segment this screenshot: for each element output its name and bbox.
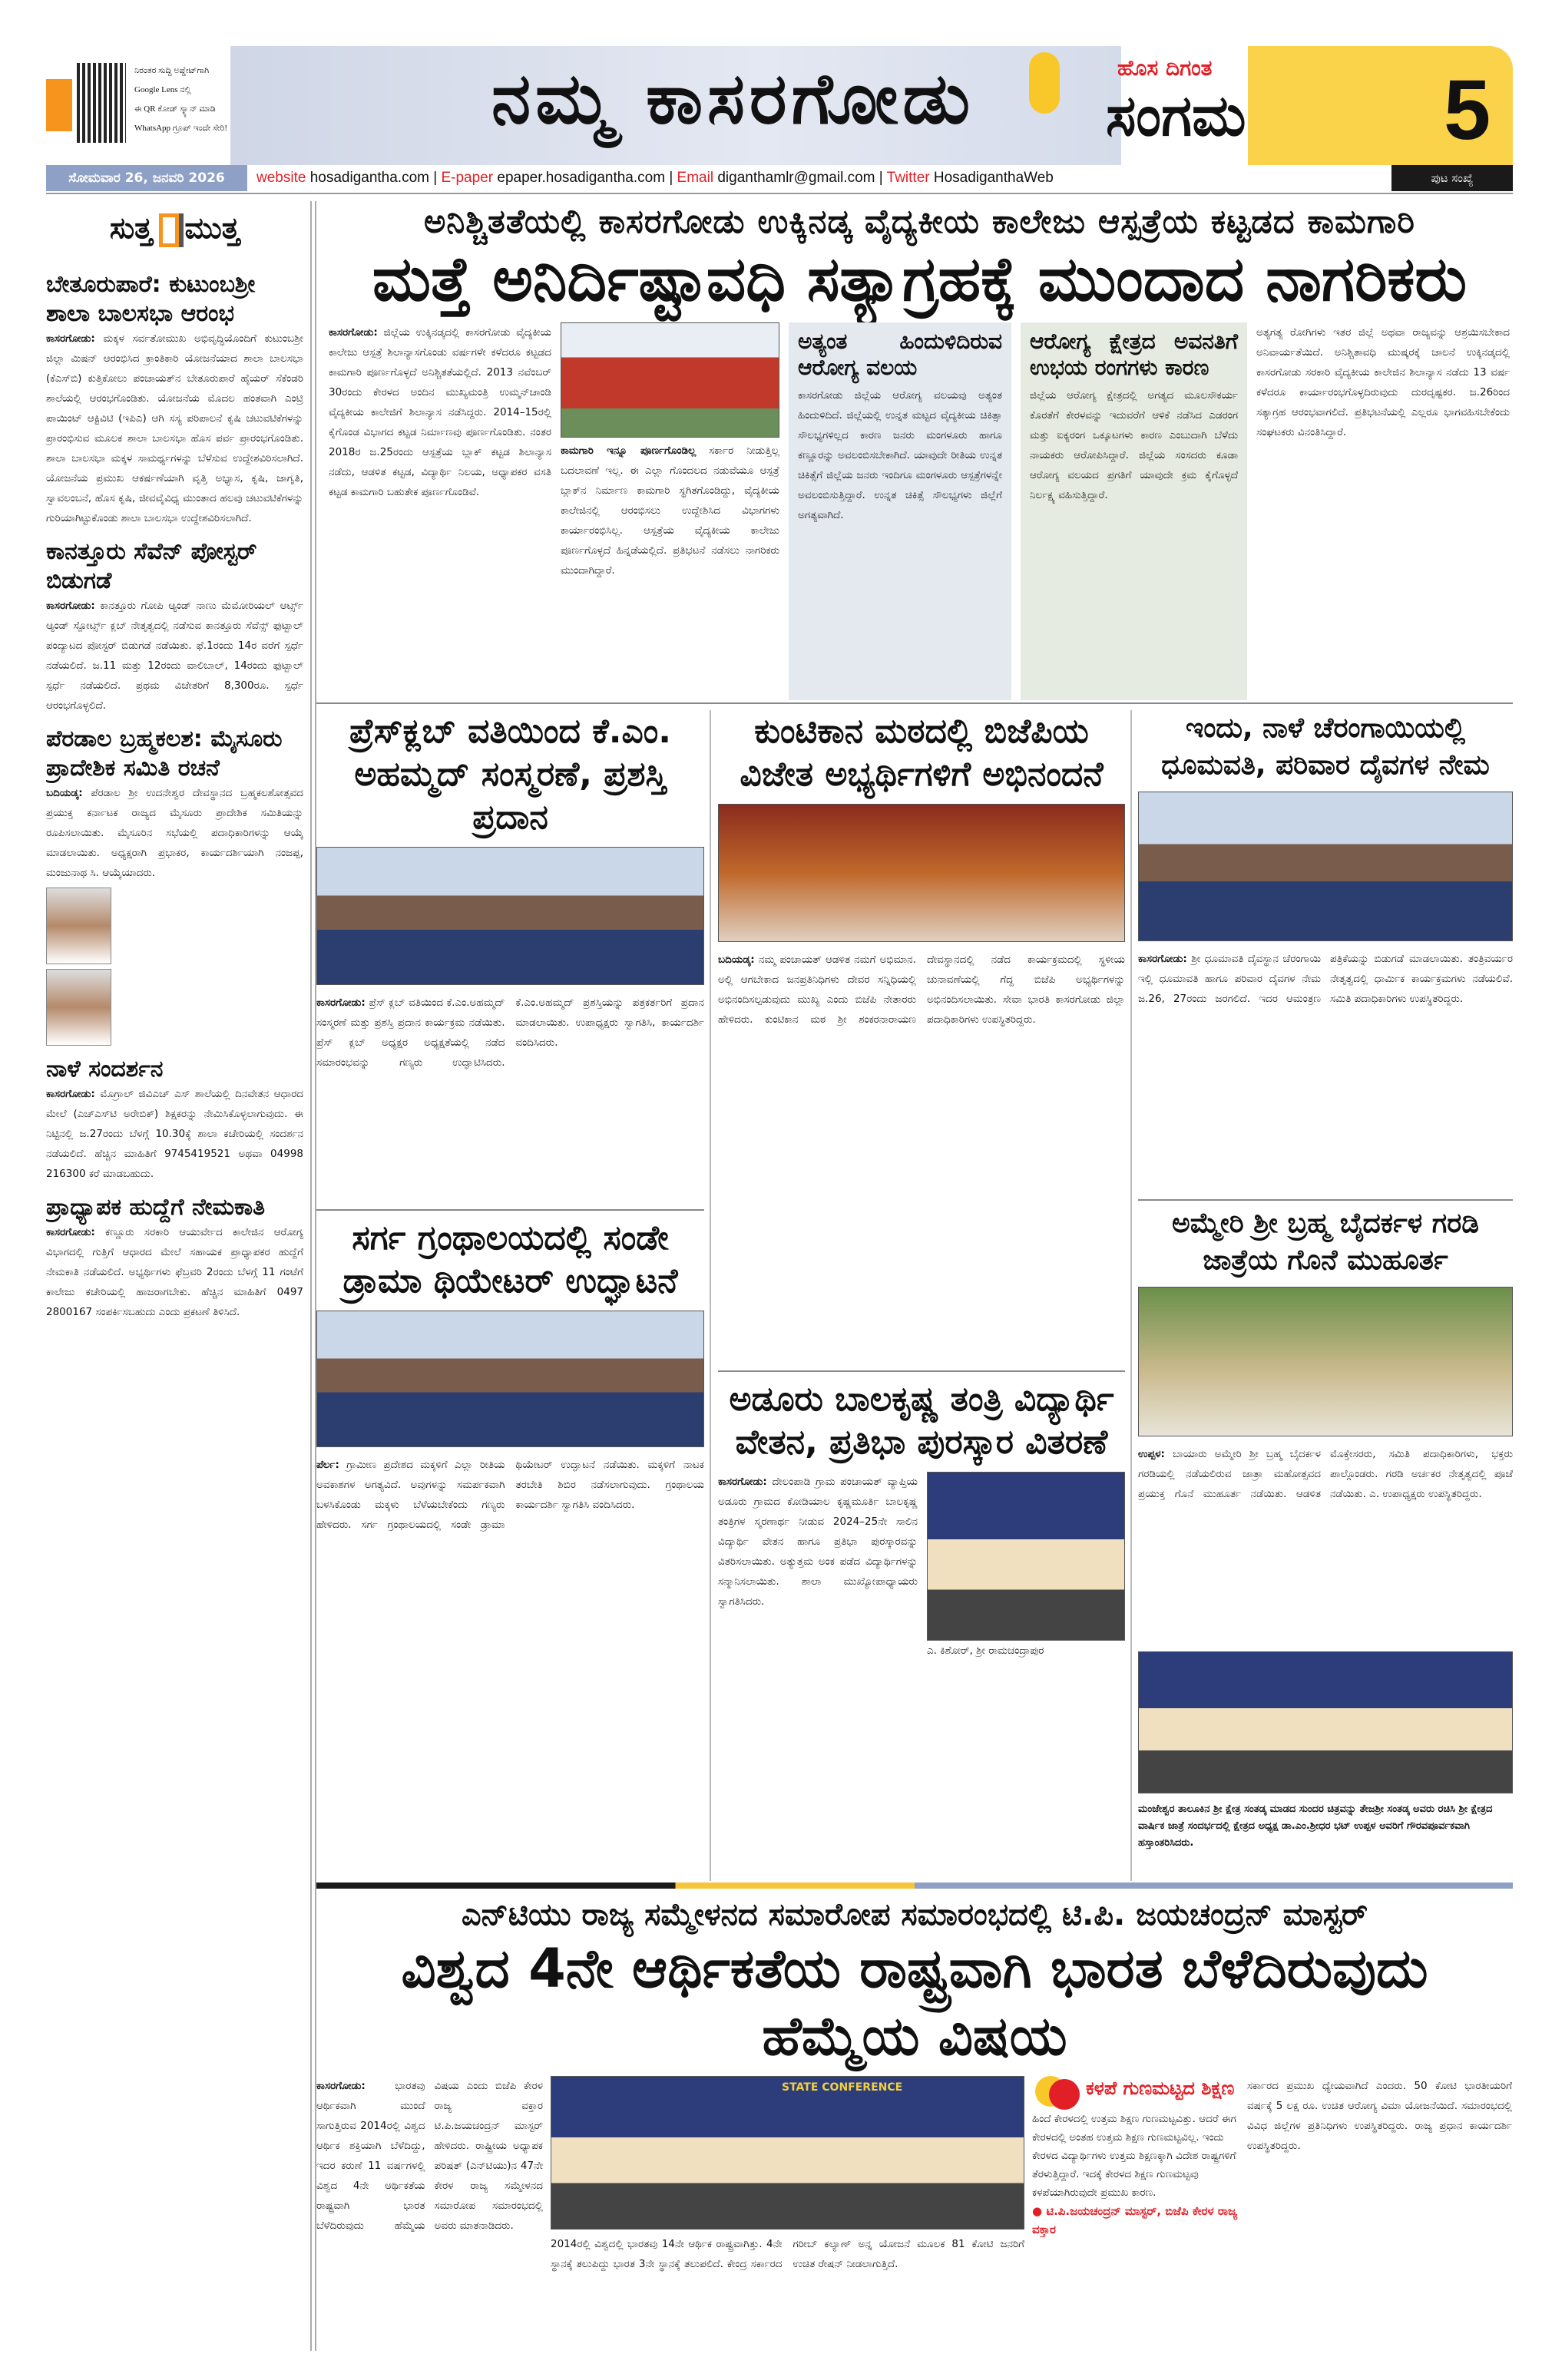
section-title: ಸಂಗಮ [1106, 83, 1246, 149]
article [46, 1055, 303, 1184]
body-text: ಬಾಯಾರು ಅಮ್ಮೇರಿ ಶ್ರೀ ಬ್ರಹ್ಮ ಬೈದರ್ಕಳ ಗರಡಿಯಲ್ಲಿ ನಡೆಯಲಿರುವ ಜಾತ್ರಾ ಮಹೋತ್ಸವದ ಪ್ರಯುಕ್ತ ಗೊನೆ ಮುಹೂರ್ತ ನಡೆಯಿತು. ಆಡಳಿತ ಮೊಕ್ತೇಸರರು, ಸಮಿತಿ ಪದಾಧಿಕಾರಿಗಳು, ಭಕ್ತರು ಪಾಲ್ಗೊಂಡರು. ಗರಡಿ ಅರ್ಚಕರ ನೇತೃತ್ವದಲ್ಲಿ ಪೂಜೆ ನಡೆಯಿತು. ಎ. ಉಪಾಧ್ಯಕ್ಷರು ಉಪಸ್ಥಿತರಿದ್ದರು. [1138, 1448, 1513, 1500]
body-text: 2014ರಲ್ಲಿ ವಿಶ್ವದಲ್ಲಿ ಭಾರತವು 14ನೇ ಆರ್ಥಿಕ ರಾಷ್ಟ್ರವಾಗಿತ್ತು. 4ನೇ ಸ್ಥಾನಕ್ಕೆ ತಲುಪಿದ್ದು ಭಾರತ 3ನೇ ಸ್ಥಾನಕ್ಕೆ ತಲುಪಲಿದೆ. ಕೇಂದ್ರ ಸರ್ಕಾರದ ಗರೀಬ್ ಕಲ್ಯಾಣ್ ಅನ್ನ ಯೋಜನೆ ಮೂಲಕ 81 ಕೋಟಿ ಜನರಿಗೆ ಉಚಿತ ರೇಷನ್ ನೀಡಲಾಗುತ್ತಿದೆ. [551, 2238, 1024, 2270]
body-text: ನಮ್ಮ ಪಂಚಾಯತ್ ಆಡಳಿತ ನಮಗೆ ಅಭಿಮಾನ. ಅಲ್ಲಿ ಆಗಬೇಕಾದ ಜನಪ್ರತಿನಿಧಿಗಳು ದೇವರ ಸನ್ನಿಧಿಯಲ್ಲಿ ಅಭಿನಂದಿಸಲ್ಪಡುವುದು ಮುಖ್ಯ ಎಂದು ಬಿಜೆಪಿ ನೇತಾರರು ಹೇಳಿದರು. ಕುಂಟಿಕಾನ ಮಠ ಶ್ರೀ ಶಂಕರನಾರಾಯಣ ದೇವಸ್ಥಾನದಲ್ಲಿ ನಡೆದ ಕಾರ್ಯಕ್ರಮದಲ್ಲಿ ಸ್ಥಳೀಯ ಚುನಾವಣೆಯಲ್ಲಿ ಗೆದ್ದ ಬಿಜೆಪಿ ಅಭ್ಯರ್ಥಿಗಳನ್ನು ಅಭಿನಂದಿಸಲಾಯಿತು. ಸೇವಾ ಭಾರತಿ ಕಾಸರಗೋಡು ಜಿಲ್ಲಾ ಪದಾಧಿಕಾರಿಗಳು ಉಪಸ್ಥಿತರಿದ್ದರು. [718, 954, 1125, 1026]
article-body [46, 1222, 303, 1322]
qr-line: ನಿರಂತರ ಸುದ್ದಿ ಅಪ್ಡೇಟ್‌ಗಾಗಿ [134, 66, 210, 75]
article-body [46, 1084, 303, 1184]
qr-line: Google Lens ನಲ್ಲಿ [134, 85, 191, 94]
article-headline: ನಾಳೆ ಸಂದರ್ಶನ [46, 1055, 164, 1083]
divider [1138, 1199, 1513, 1201]
painting-handover-photo [1138, 1651, 1513, 1793]
email-link[interactable]: diganthamlr@gmail.com [717, 170, 875, 186]
body-text: ಪ್ರೆಸ್ ಕ್ಲಬ್ ವತಿಯಿಂದ ಕೆ.ಎಂ.ಅಹಮ್ಮದ್ ಸಂಸ್ಮರಣೆ ಮತ್ತು ಪ್ರಶಸ್ತಿ ಪ್ರದಾನ ಕಾರ್ಯಕ್ರಮ ನಡೆಯಿತು. ಪ್ರೆಸ್ ಕ್ಲಬ್ ಅಧ್ಯಕ್ಷರ ಅಧ್ಯಕ್ಷತೆಯಲ್ಲಿ ನಡೆದ ಸಮಾರಂಭವನ್ನು ಗಣ್ಯರು ಉದ್ಘಾಟಿಸಿದರು. ಕೆ.ಎಂ.ಅಹಮ್ಮದ್ ಪ್ರಶಸ್ತಿಯನ್ನು ಪತ್ರಕರ್ತರಿಗೆ ಪ್ರದಾನ ಮಾಡಲಾಯಿತು. ಉಪಾಧ್ಯಕ್ಷರು ಸ್ವಾಗತಿಸಿ, ಕಾರ್ಯದರ್ಶಿ ವಂದಿಸಿದರು. [316, 997, 704, 1069]
temple-ritual-photo [1138, 1287, 1513, 1436]
lead-headline: ಮತ್ತೆ ಅನಿರ್ದಿಷ್ಟಾವಧಿ ಸತ್ಯಾಗ್ರಹಕ್ಕೆ ಮುಂದಾದ ನಾಗರಿಕರು [372, 243, 1468, 315]
door-icon [159, 213, 179, 247]
lead-columns [323, 322, 1517, 700]
sun-decoration [1029, 52, 1060, 114]
body-text: ದೇಲಂಪಾಡಿ ಗ್ರಾಮ ಪಂಚಾಯತ್ ವ್ಯಾಪ್ತಿಯ ಅಡೂರು ಗ್ರಾಮದ ಕೋಡಿಯಾಲ ಕೃಷ್ಣಮೂರ್ತಿ ಬಾಲಕೃಷ್ಣ ತಂತ್ರಿಗಳ ಸ್ಮರಣಾರ್ಥ ನೀಡುವ 2024–25ನೇ ಸಾಲಿನ ವಿದ್ಯಾರ್ಥಿ ವೇತನ ಹಾಗೂ ಪ್ರತಿಭಾ ಪುರಸ್ಕಾರವನ್ನು ವಿತರಿಸಲಾಯಿತು. ಅತ್ಯುತ್ತಮ ಅಂಕ ಪಡೆದ ವಿದ್ಯಾರ್ಥಿಗಳನ್ನು ಸನ್ಮಾನಿಸಲಾಯಿತು. ಶಾಲಾ ಮುಖ್ಯೋಪಾಧ್ಯಾಯರು ಸ್ವಾಗತಿಸಿದರು. [718, 1476, 918, 1608]
divider [46, 193, 1513, 194]
article [46, 537, 303, 716]
dateline: ಕಾಸರಗೋಡು: [46, 1225, 95, 1238]
page-label: ಪುಟ ಸಂಖ್ಯೆ [1391, 165, 1513, 191]
qr-instructions [134, 61, 242, 138]
qr-line: ಈ QR ಕೋಡ್ ಸ್ಕ್ಯಾನ್ ಮಾಡಿ [134, 104, 216, 114]
bottom-columns [316, 2076, 1513, 2372]
body-text: ಪೆರಡಾಲ ಶ್ರೀ ಉದನೇಶ್ವರ ದೇವಸ್ಥಾನದ ಬ್ರಹ್ಮಕಲಶೋತ್ಸವದ ಪ್ರಯುಕ್ತ ಕರ್ನಾಟಕ ರಾಜ್ಯದ ಮೈಸೂರು ಪ್ರಾದೇಶಿಕ ಸಮಿತಿಯನ್ನು ರೂಪಿಸಲಾಯಿತು. ಮೈಸೂರಿನ ಸಭೆಯಲ್ಲಿ ಪದಾಧಿಕಾರಿಗಳನ್ನು ಆಯ್ಕೆ ಮಾಡಲಾಯಿತು. ಅಧ್ಯಕ್ಷರಾಗಿ ಪ್ರಭಾಕರ, ಕಾರ್ಯದರ್ಶಿಯಾಗಿ ನಂಜಪ್ಪ, ಮಂಜುನಾಥ ಸಿ. ಆಯ್ಕೆಯಾದರು. [46, 786, 303, 879]
article-headline: ಕಾನತ್ತೂರು ಸೆವೆನ್ ಪೋಸ್ಟರ್ ಬಿಡುಗಡೆ [46, 537, 257, 594]
bottom-story [316, 1895, 1513, 2372]
body-text: ಭಾರತವು ಆರ್ಥಿಕವಾಗಿ ಮುಂದೆ ಸಾಗುತ್ತಿರುವ 2014ರಲ್ಲಿ ವಿಶ್ವದ ಆರ್ಥಿಕ ಶಕ್ತಿಯಾಗಿ ಬೆಳೆದಿದ್ದು, ಇದರ ಕರುಣೆ 11 ವರ್ಷಗಳಲ್ಲಿ ವಿಶ್ವದ 4ನೇ ಆರ್ಥಿಕತೆಯ ರಾಷ್ಟ್ರವಾಗಿ ಭಾರತ ಬೆಳೆದಿರುವುದು ಹೆಮ್ಮೆಯ ವಿಷಯ ಎಂದು ಬಿಜೆಪಿ ಕೇರಳ ರಾಜ್ಯ ವಕ್ತಾರ ಟಿ.ಪಿ.ಜಯಚಂದ್ರನ್ ಮಾಸ್ಟರ್ ಹೇಳಿದರು. ರಾಷ್ಟ್ರೀಯ ಅಧ್ಯಾಪಕ ಪರಿಷತ್ (ಎನ್‌ಟಿಯು)ನ 47ನೇ ಕೇರಳ ರಾಜ್ಯ ಸಮ್ಮೇಳನದ ಸಮಾರೋಪ ಸಮಾರಂಭದಲ್ಲಿ ಅವರು ಮಾತನಾಡಿದರು. [316, 2080, 543, 2232]
article-body [46, 783, 303, 883]
epaper-link[interactable]: epaper.hosadigantha.com [497, 170, 666, 186]
twitter-link[interactable]: HosadiganthaWeb [933, 170, 1054, 186]
link-label: Email [677, 170, 714, 186]
author-name: ಟಿ.ಪಿ.ಜಯಚಂದ್ರನ್ ಮಾಸ್ಟರ್, ಬಿಜೆಪಿ ಕೇರಳ ರಾಜ್ಯ ವಕ್ತಾರ [1032, 2204, 1238, 2236]
column-divider [710, 710, 711, 1881]
dateline: ಉಪ್ಪಳ: [1138, 1448, 1165, 1460]
article-headline: ಅಡೂರು ಬಾಲಕೃಷ್ಣ ತಂತ್ರಿ ವಿದ್ಯಾರ್ಥಿ ವೇತನ, ಪ್ರತಿಭಾ ಪುರಸ್ಕಾರ ವಿತರಣೆ [729, 1380, 1114, 1462]
dateline: ಕಾಸರಗೋಡು: [718, 1476, 767, 1488]
divider [316, 702, 1513, 704]
dateline: ಕಾಸರಗೋಡು: [329, 326, 378, 339]
article-body [46, 596, 303, 716]
dateline: ಕಾಸರಗೋಡು: [316, 997, 366, 1009]
dateline: ಕಾಸರಗೋಡು: [1138, 953, 1187, 965]
invitation-release-photo [1138, 792, 1513, 941]
orange-accent [46, 79, 72, 131]
article-headline: ಇಂದು, ನಾಳೆ ಚೆರಂಗಾಯಿಯಲ್ಲಿ ಧೂಮವತಿ, ಪರಿವಾರ ದೈವಗಳ ನೇಮ [1161, 712, 1490, 781]
felicitation-photo [718, 804, 1125, 942]
photo-banner-text: STATE CONFERENCE [782, 2081, 903, 2094]
drama-theatre-photo [316, 1311, 704, 1447]
photo-caption: ಎ. ಕಿಶೋರ್, ಶ್ರೀ ರಾಮಚಂದ್ರಾಪುರ [927, 1645, 1044, 1657]
body-text: ಕಣ್ಣೂರು ಸರಕಾರಿ ಆಯುರ್ವೇದ ಕಾಲೇಜಿನ ಆರೋಗ್ಯ ವಿಭಾಗದಲ್ಲಿ ಗುತ್ತಿಗೆ ಆಧಾರದ ಮೇಲೆ ಸಹಾಯಕ ಪ್ರಾಧ್ಯಾಪಕರ ಹುದ್ದೆಗೆ ನೇಮಕಾತಿ ನಡೆಯಲಿದೆ. ಅಭ್ಯರ್ಥಿಗಳು ಫೆಬ್ರವರಿ 2ರಂದು ಬೆಳಗ್ಗೆ 11 ಗಂಟೆಗೆ ಕಾಲೇಜು ಕಚೇರಿಯಲ್ಲಿ ಹಾಜರಾಗಬೇಕು. ಹೆಚ್ಚಿನ ಮಾಹಿತಿಗೆ 0497 2800167 ಸಂಪರ್ಕಿಸಬಹುದು ಎಂದು ಪ್ರಕಟಣೆ ತಿಳಿಸಿದೆ. [46, 1225, 303, 1318]
quote-icon [1049, 2079, 1080, 2110]
article-headline: ಕುಂಟಿಕಾನ ಮಠದಲ್ಲಿ ಬಿಜೆಪಿಯ ವಿಜೇತ ಅಭ್ಯರ್ಥಿಗಳಿಗೆ ಅಭಿನಂದನೆ [740, 712, 1104, 794]
body-text: ಜಿಲ್ಲೆಯ ಉಕ್ಕಿನಡ್ಕದಲ್ಲಿ ಕಾಸರಗೋಡು ವೈದ್ಯಕೀಯ ಕಾಲೇಜು ಆಸ್ಪತ್ರೆ ಶಿಲಾನ್ಯಾಸಗೊಂಡು ವರ್ಷಗಳೇ ಕಳೆದರೂ ಕಟ್ಟಡದ ಕಾಮಗಾರಿ ಪೂರ್ಣಗೊಳ್ಳದೆ ಅನಿಶ್ಚಿತತೆಯಲ್ಲಿದೆ. 2013 ನವೆಂಬರ್ 30ರಂದು ಕೇರಳದ ಅಂದಿನ ಮುಖ್ಯಮಂತ್ರಿ ಉಮ್ಮನ್‌ಚಾಂಡಿ ವೈದ್ಯಕೀಯ ಕಾಲೇಜಿಗೆ ಶಿಲಾನ್ಯಾಸ ನಡೆಸಿದ್ದರು. 2014–15ರಲ್ಲಿ ಕೈಗೊಂಡ ವಿಭಾಗದ ಕಟ್ಟಡ ನಿರ್ಮಾಣವು ಪೂರ್ಣಗೊಂಡಿತು. ನಂತರ 2018ರ ಜ.25ರಂದು ಆಸ್ಪತ್ರೆಯ ಬ್ಲಾಕ್ ಕಟ್ಟಡ ಶಿಲಾನ್ಯಾಸ ನಡೆದು, ಆಡಳಿತ ಕಟ್ಟಡ, ವಿದ್ಯಾರ್ಥಿ ನಿಲಯ, ಅಧ್ಯಾಪಕರ ವಸತಿ ಕಟ್ಟಡ ಕಾಮಗಾರಿ ಬಹುತೇಕ ಪೂರ್ಣಗೊಂಡಿವೆ. [329, 326, 551, 498]
quote-body: ಹಿಂದೆ ಕೇರಳದಲ್ಲಿ ಉತ್ತಮ ಶಿಕ್ಷಣ ಗುಣಮಟ್ಟವಿತ್ತು. ಆದರೆ ಈಗ ಕೇರಳದಲ್ಲಿ ಅಂತಹ ಉತ್ತಮ ಶಿಕ್ಷಣ ಗುಣಮಟ್ಟವಿಲ್ಲ. ಇಂದು ಕೇರಳದ ವಿದ್ಯಾರ್ಥಿಗಳು ಉತ್ತಮ ಶಿಕ್ಷಣಕ್ಕಾಗಿ ವಿದೇಶ ರಾಷ್ಟ್ರಗಳಿಗೆ ತೆರಳುತ್ತಿದ್ದಾರೆ. ಇದಕ್ಕೆ ಕೇರಳದ ಶಿಕ್ಷಣ ಗುಣಮಟ್ಟವು ಕಳಪೆಯಾಗಿರುವುದೇ ಪ್ರಮುಖ ಕಾರಣ. [1032, 2113, 1236, 2199]
quote-author: ● ಟಿ.ಪಿ.ಜಯಚಂದ್ರನ್ ಮಾಸ್ಟರ್, ಬಿಜೆಪಿ ಕೇರಳ ರಾಜ್ಯ ವಕ್ತಾರ [1032, 2204, 1238, 2236]
dateline: ಕಾಸರಗೋಡು: [316, 2080, 366, 2092]
body-text: ಸರ್ಕಾರ ನೀಡುತ್ತಿಲ್ಲ ಬದಲಾವಣೆ ಇಲ್ಲ. ಈ ಎಲ್ಲಾ ಗೊಂದಲದ ನಡುವೆಯೂ ಆಸ್ಪತ್ರೆ ಬ್ಲಾಕ್‌ನ ನಿರ್ಮಾಣ ಕಾಮಗಾರಿ ಸ್ಥಗಿತಗೊಂಡಿದ್ದು, ವೈದ್ಯಕೀಯ ಕಾಲೇಜಿನಲ್ಲಿ ಆರಂಭಿಸಲು ಉದ್ದೇಶಿಸಿದ ವಿಭಾಗಗಳು ಕಾರ್ಯಾರಂಭಿಸಿಲ್ಲ. ಆಸ್ಪತ್ರೆಯ ವೈದ್ಯಕೀಯ ಕಾಲೇಜು ಪೂರ್ಣಗೊಳ್ಳದೆ ಹಿನ್ನಡೆಯಲ್ಲಿದೆ. ಪ್ರತಿಭಟನೆ ನಡೆಸಲು ನಾಗರಿಕರು ಮುಂದಾಗಿದ್ದಾರೆ. [561, 445, 779, 577]
article-body [46, 329, 303, 528]
cherangai-story [1138, 710, 1513, 1179]
page-number: 5 [1444, 63, 1491, 157]
article [46, 270, 303, 528]
link-label: E-paper [441, 170, 494, 186]
divider [316, 1209, 704, 1211]
link-label: Twitter [886, 170, 930, 186]
bottom-kicker: ಎನ್‌ಟಿಯು ರಾಜ್ಯ ಸಮ್ಮೇಳನದ ಸಮಾರೋಪ ಸಮಾರಂಭದಲ್ಲಿ ಟಿ.ಪಿ. ಜಯಚಂದ್ರನ್ ಮಾಸ್ಟರ್ [462, 1897, 1368, 1932]
kuntikana-story [718, 710, 1125, 1364]
body-text: ಮಕ್ಕಳ ಸರ್ವತೋಮುಖ ಅಭಿವೃದ್ಧಿಯೊಂದಿಗೆ ಕುಟುಂಬಶ್ರೀ ಜಿಲ್ಲಾ ಮಿಷನ್ ಆರಂಭಿಸಿದ ಕ್ರಾಂತಿಕಾರಿ ಯೋಜನೆಯಾದ ಶಾಲಾ ಬಾಲಸಭಾ (ಕೆಎಸ್‌ಬಿ) ಕುತ್ತಿಕೋಲು ಪಂಚಾಯತ್‌ನ ಬೇತೂರುಪಾರೆ ಹೈಯರ್ ಸೆಕೆಂಡರಿ ಶಾಲೆಯಲ್ಲಿ ಆರಂಭಗೊಂಡಿತು. ಯೋಜನೆಯ ಮೊದಲ ಹಂತವಾಗಿ ಎಂಟ್ರಿ ಪಾಯಿಂಟ್ ಆಕ್ಟಿವಿಟಿ (ಇಪಿಎ) ಆಗಿ ಸಸ್ಯ ಪರಿಪಾಲನೆ ಕೃಷಿ ಚಟುವಟಿಕೆಗಳನ್ನು ಪ್ರಾರಂಭಿಸುವ ಮೂಲಕ ಶಾಲಾ ಬಾಲಸಭಾ ಹೊಸ ಪರ್ವ ಪ್ರಾರಂಭಗೊಂಡಿತು. ಶಾಲಾ ಬಾಲಸಭಾ ಮಕ್ಕಳ ಸಾಮರ್ಥ್ಯಗಳನ್ನು ಬೆಳೆಸುವ ಉದ್ದೇಶವಿರಿಸಲಾಗಿದೆ. ಯೋಜನೆಯ ಪ್ರಮುಖ ಆಕರ್ಷಣೆಯಾಗಿ ವೃತ್ತಿ ಅಭ್ಯಾಸ, ಕೃಷಿ, ಜಾಗೃತಿ, ಸ್ವಾವಲಂಬನೆ, ಹೊಸ ಕೃಷಿ, ಜೀವವೈವಿಧ್ಯ ಮುಂತಾದ ಹಲವು ಚಟುವಟಿಕೆಗಳನ್ನು ಗುರಿಯಾಗಿಟ್ಟುಕೊಂಡು ಶಾಲಾ ಬಾಲಸಭಾ ಉದ್ದೇಶವಿರಿಸಲಾಗಿದೆ. [46, 332, 303, 524]
date: ಸೋಮವಾರ 26, ಜನವರಿ 2026 [46, 165, 247, 191]
article-body [1138, 949, 1513, 1179]
ammeri-story [1138, 1205, 1513, 1852]
lead-body-col2-text [561, 441, 779, 700]
article-body [316, 1455, 704, 1854]
conference-photo [551, 2076, 1024, 2230]
box-body: ಕಾಸರಗೋಡು ಜಿಲ್ಲೆಯ ಆರೋಗ್ಯ ವಲಯವು ಅತ್ಯಂತ ಹಿಂದುಳಿದಿದೆ. ಜಿಲ್ಲೆಯಲ್ಲಿ ಉನ್ನತ ಮಟ್ಟದ ವೈದ್ಯಕೀಯ ಚಿಕಿತ್ಸಾ ಸೌಲಭ್ಯಗಳಿಲ್ಲದ ಕಾರಣ ಜನರು ಮಂಗಳೂರು ಹಾಗೂ ಕಣ್ಣೂರನ್ನು ಅವಲಂಬಿಸಬೇಕಾಗಿದೆ. ಯಾವುದೇ ರೀತಿಯ ಉನ್ನತ ಚಿಕಿತ್ಸೆಗೆ ಜಿಲ್ಲೆಯ ಜನರು ಇಂದಿಗೂ ಮಂಗಳೂರು ಆಸ್ಪತ್ರೆಗಳನ್ನೇ ಅವಲಂಬಿಸುತ್ತಿದ್ದಾರೆ. ಉನ್ನತ ಚಿಕಿತ್ಸೆ ಸೌಲಭ್ಯಗಳು ಜಿಲ್ಲೆಗೆ ಅಗತ್ಯವಾಗಿದೆ. [798, 389, 1002, 521]
award-photo [316, 847, 704, 985]
article-headline: ಪ್ರೆಸ್‌ಕ್ಲಬ್ ವತಿಯಿಂದ ಕೆ.ಎಂ. ಅಹಮ್ಮದ್ ಸಂಸ್ಮರಣೆ, ಪ್ರಶಸ್ತಿ ಪ್ರದಾನ [349, 712, 671, 837]
portrait-photo [46, 969, 111, 1046]
dateline: ಪೆರ್ಲ: [316, 1459, 339, 1471]
body-text: ಗ್ರಾಮೀಣ ಪ್ರದೇಶದ ಮಕ್ಕಳಿಗೆ ಎಲ್ಲಾ ರೀತಿಯ ಅವಕಾಶಗಳ ಅಗತ್ಯವಿದೆ. ಅವುಗಳನ್ನು ಸಮರ್ಪಕವಾಗಿ ಬಳಸಿಕೊಂಡು ಮಕ್ಕಳು ಬೆಳೆಯಬೇಕೆಂದು ಗಣ್ಯರು ಹೇಳಿದರು. ಸರ್ಗ ಗ್ರಂಥಾಲಯದಲ್ಲಿ ಸಂಡೇ ಡ್ರಾಮಾ ಥಿಯೇಟರ್ ಉದ್ಘಾಟನೆ ನಡೆಯಿತು. ಮಕ್ಕಳಿಗೆ ನಾಟಕ ತರಬೇತಿ ಶಿಬಿರ ನಡೆಸಲಾಗುವುದು. ಗ್ರಂಥಾಲಯ ಕಾರ್ಯದರ್ಶಿ ಸ್ವಾಗತಿಸಿ ವಂದಿಸಿದರು. [316, 1459, 704, 1531]
lead-body-col1 [329, 322, 551, 700]
quote-title: ಕಳಪೆ ಗುಣಮಟ್ಟದ ಶಿಕ್ಷಣ [1086, 2078, 1235, 2099]
body-text: ಮೊಗ್ರಾಲ್ ಜಿವಿಎಚ್ ಎಸ್ ಶಾಲೆಯಲ್ಲಿ ದಿನವೇತನ ಆಧಾರದ ಮೇಲೆ (ಎಚ್‌ಎಸ್‌ಟಿ ಅರೇಬಿಕ್) ಶಿಕ್ಷಕರನ್ನು ನೇಮಿಸಿಕೊಳ್ಳಲಾಗುವುದು. ಈ ನಿಟ್ಟಿನಲ್ಲಿ ಜ.27ರಂದು ಬೆಳಗ್ಗೆ 10.30ಕ್ಕೆ ಶಾಲಾ ಕಚೇರಿಯಲ್ಲಿ ಸಂದರ್ಶನ ನಡೆಯಲಿದೆ. ಹೆಚ್ಚಿನ ಮಾಹಿತಿಗೆ 9745419521 ಅಥವಾ 04998 216300 ಕರೆ ಮಾಡಬಹುದು. [46, 1087, 303, 1180]
dateline: ಬದಿಯಡ್ಕ: [718, 954, 755, 966]
article-headline: ಅಮ್ಮೇರಿ ಶ್ರೀ ಬ್ರಹ್ಮ ಬೈದರ್ಕಳ ಗರಡಿ ಜಾತ್ರೆಯ ಗೊನೆ ಮುಹೂರ್ತ [1172, 1208, 1479, 1276]
article-headline: ಬೇತೂರುಪಾರೆ: ಕುಟುಂಬಶ್ರೀ ಶಾಲಾ ಬಾಲಸಭಾ ಆರಂಭ [46, 270, 256, 327]
box-headline: ಆರೋಗ್ಯ ಕ್ಷೇತ್ರದ ಅವನತಿಗೆ ಉಭಯ ರಂಗಗಳು ಕಾರಣ [1030, 329, 1238, 380]
sutta-mutta-column [46, 203, 303, 2345]
sidebar-box [789, 322, 1011, 700]
lead-body-col3 [1256, 322, 1510, 700]
article-headline: ಸರ್ಗ ಗ್ರಂಥಾಲಯದಲ್ಲಿ ಸಂಡೇ ಡ್ರಾಮಾ ಥಿಯೇಟರ್ ಉದ್ಘಾಟನೆ [342, 1218, 678, 1301]
title-part: ಮುತ್ತ [184, 211, 240, 245]
box-body: ಜಿಲ್ಲೆಯ ಆರೋಗ್ಯ ಕ್ಷೇತ್ರದಲ್ಲಿ ಅಗತ್ಯದ ಮೂಲಸೌಕರ್ಯ ಕೊರತೆಗೆ ಕೇರಳವನ್ನು ಇದುವರೆಗೆ ಆಳಿಕೆ ನಡೆಸಿದ ಎಡರಂಗ ಮತ್ತು ಐಕ್ಯರಂಗ ಒಕ್ಕೂಟಗಳು ಕಾರಣ ಎಂಬುದಾಗಿ ಬೆಳೆದು ನಾಯಕರು ಆರೋಪಿಸಿದ್ದಾರೆ. ಜಿಲ್ಲೆಯ ಸಂಸದರು ಕೂಡಾ ಆರೋಗ್ಯ ವಲಯದ ಪ್ರಗತಿಗೆ ಯಾವುದೇ ಕ್ರಮ ಕೈಗೊಳ್ಳದೆ ನಿರ್ಲಕ್ಷ್ಯ ವಹಿಸುತ್ತಿದ್ದಾರೆ. [1030, 389, 1238, 501]
article [46, 1193, 303, 1322]
article-body [1138, 1444, 1513, 1644]
article-headline: ಪೆರಡಾಲ ಬ್ರಹ್ಮಕಲಶ: ಮೈಸೂರು ಪ್ರಾದೇಶಿಕ ಸಮಿತಿ ರಚನೆ [46, 725, 283, 782]
aduru-story [718, 1378, 1125, 1871]
article-body [718, 950, 1125, 1364]
column-divider [1130, 710, 1132, 1881]
bottom-body-col3 [1247, 2076, 1512, 2372]
lead-body-col2 [561, 322, 779, 700]
box-headline: ಅತ್ಯಂತ ಹಿಂದುಳಿದಿರುವ ಆರೋಗ್ಯ ವಲಯ [798, 329, 1002, 380]
lead-kicker: ಅನಿಶ್ಚಿತತೆಯಲ್ಲಿ ಕಾಸರಗೋಡು ಉಕ್ಕಿನಡ್ಕ ವೈದ್ಯಕೀಯ ಕಾಲೇಜು ಆಸ್ಪತ್ರೆಯ ಕಟ್ಟಡದ ಕಾಮಗಾರಿ [423, 203, 1416, 241]
press-club-story [316, 710, 704, 1246]
contact-links: website hosadigantha.com | E-paper epaper.hosadigantha.com | Email diganthamlr@gmail.com | Twitter HosadiganthaWeb [256, 170, 1054, 186]
link-label: website [256, 170, 306, 186]
article [46, 725, 303, 1046]
article-headline: ಪ್ರಾಧ್ಯಾಪಕ ಹುದ್ದೆಗೆ ನೇಮಕಾತಿ [46, 1193, 265, 1221]
qr-line: WhatsApp ಗ್ರೂಪ್ ಇಂದೇ ಸೇರಿ! [134, 124, 228, 133]
title-part: ಸುತ್ತ [109, 211, 153, 245]
bottom-body-col1 [316, 2076, 543, 2372]
dateline: ಕಾಸರಗೋಡು: [46, 1087, 95, 1100]
quote-box [1032, 2076, 1239, 2372]
photo-caption: ಕಾಮಗಾರಿ ಇನ್ನೂ ಪೂರ್ಣಗೊಂಡಿಲ್ಲ [561, 445, 697, 457]
dateline: ಕಾಸರಗೋಡು: [46, 599, 95, 612]
scholarship-photo [927, 1472, 1125, 1641]
sarga-story [316, 1217, 704, 1854]
lead-story [323, 201, 1517, 700]
body-text: ಶ್ರೀ ಧೂಮಾವತಿ ದೈವಸ್ಥಾನ ಚೆರಂಗಾಯಿ ಇಲ್ಲಿ ಧೂಮಾವತಿ ಹಾಗೂ ಪರಿವಾರ ದೈವಗಳ ನೇಮ ಜ.26, 27ರಂದು ಜರಗಲಿದೆ. ಇದರ ಆಮಂತ್ರಣ ಪತ್ರಿಕೆಯನ್ನು ಬಿಡುಗಡೆ ಮಾಡಲಾಯಿತು. ತಂತ್ರಿವರ್ಯರ ನೇತೃತ್ವದಲ್ಲಿ ಧಾರ್ಮಿಕ ಕಾರ್ಯಕ್ರಮಗಳು ನಡೆಯಲಿವೆ. ಸಮಿತಿ ಪದಾಧಿಕಾರಿಗಳು ಉಪಸ್ಥಿತರಿದ್ದರು. [1138, 953, 1513, 1005]
dateline: ಬದಿಯಡ್ಕ: [46, 786, 83, 799]
portrait-photo [46, 888, 111, 964]
page-title: ನಮ್ಮ ಕಾಸರಗೋಡು [491, 58, 975, 140]
bottom-headline: ವಿಶ್ವದ 4ನೇ ಆರ್ಥಿಕತೆಯ ರಾಷ್ಟ್ರವಾಗಿ ಭಾರತ ಬೆಳೆದಿರುವುದು ಹೆಮ್ಮೆಯ ವಿಷಯ [401, 1937, 1428, 2068]
body-text: ಕಾನತ್ತೂರು ಗೋಪಿ ಆ್ಯಂಡ್ ನಾಣು ಮೆಮೋರಿಯಲ್ ಆರ್ಟ್ಸ್ ಆ್ಯಂಡ್ ಸ್ಪೋರ್ಟ್ಸ್ ಕ್ಲಬ್ ನೇತೃತ್ವದಲ್ಲಿ ನಡೆಸುವ ಕಾನತ್ತೂರು ಸೆವೆನ್ಸ್ ಫುಟ್ಬಾಲ್ ಪಂದ್ಯಾಟದ ಪೋಸ್ಟರ್ ಬಿಡುಗಡೆ ನಡೆಯಿತು. ಫೆ.1ರಂದು 14ರ ವರೆಗೆ ಸ್ಪರ್ಧೆ ನಡೆಯಲಿದೆ. ಜ.11 ಮತ್ತು 12ರಂದು ವಾಲಿಬಾಲ್, 14ರಂದು ಫುಟ್ಬಾಲ್ ಸ್ಪರ್ಧೆ ನಡೆಯಲಿದೆ. ಪ್ರಥಮ ವಿಜೇತರಿಗೆ 8,300ರೂ. ಸ್ಪರ್ಧೆ ಆರಂಭಗೊಳ್ಳಲಿದೆ. [46, 599, 303, 712]
sidebar-box [1021, 322, 1247, 700]
brand-logo: ಹೊಸ ದಿಗಂತ [1117, 55, 1213, 81]
color-rule [316, 1883, 1513, 1889]
column-divider [310, 201, 316, 2351]
bottom-body-col2 [551, 2234, 1024, 2372]
column-title [46, 211, 303, 247]
bottom-center [551, 2076, 1024, 2372]
article-body [718, 1472, 918, 1871]
article-body [316, 993, 704, 1246]
qr-code-icon[interactable] [77, 63, 126, 143]
divider [718, 1370, 1125, 1372]
website-link[interactable]: hosadigantha.com [309, 170, 429, 186]
college-building-photo [561, 322, 779, 438]
body-text: ಸರ್ಕಾರದ ಪ್ರಮುಖ ಧ್ಯೇಯವಾಗಿದೆ ಎಂದರು. 50 ಕೋಟಿ ಭಾರತೀಯರಿಗೆ ವರ್ಷಕ್ಕೆ 5 ಲಕ್ಷ ರೂ. ಉಚಿತ ಆರೋಗ್ಯ ವಿಮಾ ಯೋಜನೆಯಿದೆ. ಸಮಾರಂಭದಲ್ಲಿ ವಿವಿಧ ಜಿಲ್ಲೆಗಳ ಪ್ರತಿನಿಧಿಗಳು ಉಪಸ್ಥಿತರಿದ್ದರು. ರಾಜ್ಯ ಪ್ರಧಾನ ಕಾರ್ಯದರ್ಶಿ ಉಪಸ್ಥಿತರಿದ್ದರು. [1247, 2080, 1512, 2152]
photo-caption: ಮಂಜೇಶ್ವರ ತಾಲೂಕಿನ ಶ್ರೀ ಕ್ಷೇತ್ರ ಸಂತಡ್ಕ ಮಾಡದ ಸುಂದರ ಚಿತ್ರವನ್ನು ತೇಜಶ್ರೀ ಸಂತಡ್ಕ ಅವರು ರಚಿಸಿ ಶ್ರೀ ಕ್ಷೇತ್ರದ ವಾರ್ಷಿಕ ಜಾತ್ರೆ ಸಂದರ್ಭದಲ್ಲಿ ಕ್ಷೇತ್ರದ ಅಧ್ಯಕ್ಷ ಡಾ.ಎಂ.ಶ್ರೀಧರ ಭಟ್ ಉಪ್ಪಳ ಅವರಿಗೆ ಗೌರವಪೂರ್ವಕವಾಗಿ ಹಸ್ತಾಂತರಿಸಿದರು. [1138, 1803, 1493, 1849]
body-text: ಅತ್ಯಗತ್ಯ ರೋಗಿಗಳು ಇತರ ಜಿಲ್ಲೆ ಅಥವಾ ರಾಜ್ಯವನ್ನು ಆಶ್ರಯಿಸಬೇಕಾದ ಅನಿವಾರ್ಯತೆಯಿದೆ. ಅನಿಶ್ಚಿತಾವಧಿ ಮುಷ್ಕರಕ್ಕೆ ಚಾಲನೆ ಉಕ್ಕಿನಡ್ಕದಲ್ಲಿ ಕಾಸರಗೋಡು ಸರಕಾರಿ ವೈದ್ಯಕೀಯ ಕಾಲೇಜಿನ ಶಿಲಾನ್ಯಾಸ ನಡೆದು 13 ವರ್ಷ ಕಳೆದರೂ ಕಾರ್ಯಾರಂಭಗೊಳ್ಳದಿರುವುದು ದುರದೃಷ್ಟಕರ. ಜ.26ರಿಂದ ಸತ್ಯಾಗ್ರಹ ಆರಂಭವಾಗಲಿದೆ. ಪ್ರತಿಭಟನೆಯಲ್ಲಿ ಎಲ್ಲರೂ ಭಾಗವಹಿಸಬೇಕೆಂದು ಸಂಘಟಕರು ವಿನಂತಿಸಿದ್ದಾರೆ. [1256, 326, 1510, 438]
dateline: ಕಾಸರಗೋಡು: [46, 332, 95, 345]
